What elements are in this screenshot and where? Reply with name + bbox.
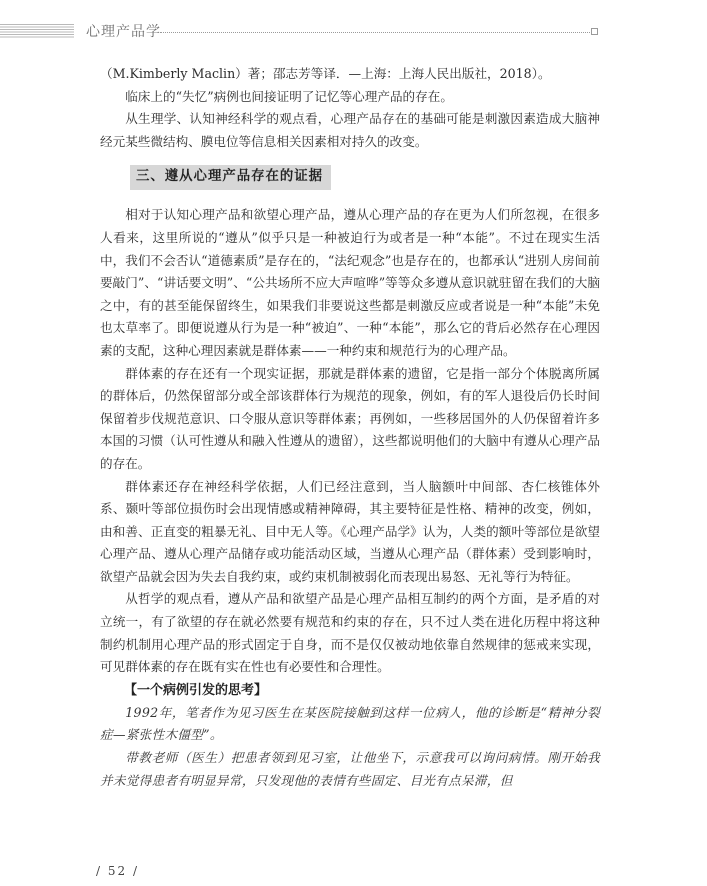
running-header (0, 20, 707, 46)
body-paragraph: （M.Kimberly Maclin）著；邵志芳等译．—上海：上海人民出版社，2018）。 (100, 66, 551, 81)
case-study-block (100, 702, 600, 792)
page-number: / 52 / (96, 864, 139, 878)
body-paragraph: 临床上的“失忆”病例也间接证明了记忆等心理产品的存在。 (125, 88, 453, 104)
case-paragraph: 1992年，笔者作为见习医生在某医院接触到这样一位病人，他的诊断是“精神分裂症—紧张性木僵型”。 (100, 704, 600, 743)
body-paragraph: 群体素还存在神经科学依据，人们已经注意到，当人脑额叶中间部、杏仁核锥体外系、颞叶等部位损伤时会出现情感或精神障碍，其主要特征是性格、精神的改变，例如，由和善、正直变的粗暴无礼、目中无人等。《心理产品学》认为，人类的额叶等部位是欲望心理产品、遵从心理产品储存或功能活动区域，当遵从心理产品（群体素）受到影响时，欲望产品就会因为失去自我约束，或约束机制被弱化而表现出易怒、无礼等行为特征。 (100, 478, 600, 584)
section-heading: 三、遵从心理产品存在的证据 (130, 165, 331, 190)
body-paragraph: 从哲学的观点看，遵从产品和欲望产品是心理产品相互制约的两个方面，是矛盾的对立统一，有了欲望的存在就必然要有规范和约束的存在，只不过人类在进化历程中将这种制约机制用心理产品的形式固定于自身，而不是仅仅被动地依靠自然规律的惩戒来实现，可见群体素的存在既有实在性也有必要性和合理性。 (100, 591, 600, 675)
case-paragraph: 带教老师（医生）把患者领到见习室，让他坐下，示意我可以询问病情。刚开始我并未觉得患者有明显异常，只发现他的表情有些固定、目光有点呆滞，但 (100, 750, 600, 788)
body-paragraph: 从生理学、认知神经科学的观点看，心理产品存在的基础可能是刺激因素造成大脑神经元某些微结构、膜电位等信息相关因素相对持久的改变。 (100, 111, 600, 149)
header-stripe-decoration (0, 24, 74, 38)
case-study-heading: 【一个病例引发的思考】 (124, 682, 268, 698)
header-dotted-rule (160, 32, 590, 33)
body-paragraph: 相对于认知心理产品和欲望心理产品，遵从心理产品的存在更为人们所忽视，在很多人看来，这里所说的“遵从”似乎只是一种被迫行为或者是一种“本能”。不过在现实生活中，我们不会否认“道德素质”是存在的，“法纪观念”也是存在的，也都承认“进别人房间前要敲门”、“讲话要文明”、“公共场所不应大声喧哗”等等众多遵从意识就驻留在我们的大脑之中，有的甚至能保留终生，如果我们非要说这些都是刺激反应或者说是一种“本能”未免也太草率了。即便说遵从行为是一种“被迫”、一种“本能”，那么它的背后必然存在心理因素的支配，这种心理因素就是群体素——一种约束和规范行为的心理产品。 (100, 207, 600, 358)
running-header-title: 心理产品学 (86, 24, 161, 40)
body-paragraph: 群体素的存在还有一个现实证据，那就是群体素的遗留，它是指一部分个体脱离所属的群体后，仍然保留部分或全部该群体行为规范的现象，例如，有的军人退役后仍长时间保留着步伐规范意识、口令服从意识等群体素；再例如，一些移居国外的人仍保留着许多本国的习惯（认可性遵从和融入性遵从的遗留），这些都说明他们的大脑中有遵从心理产品的存在。 (100, 365, 600, 471)
page-body (100, 63, 600, 792)
header-rule-end-marker (591, 28, 598, 35)
